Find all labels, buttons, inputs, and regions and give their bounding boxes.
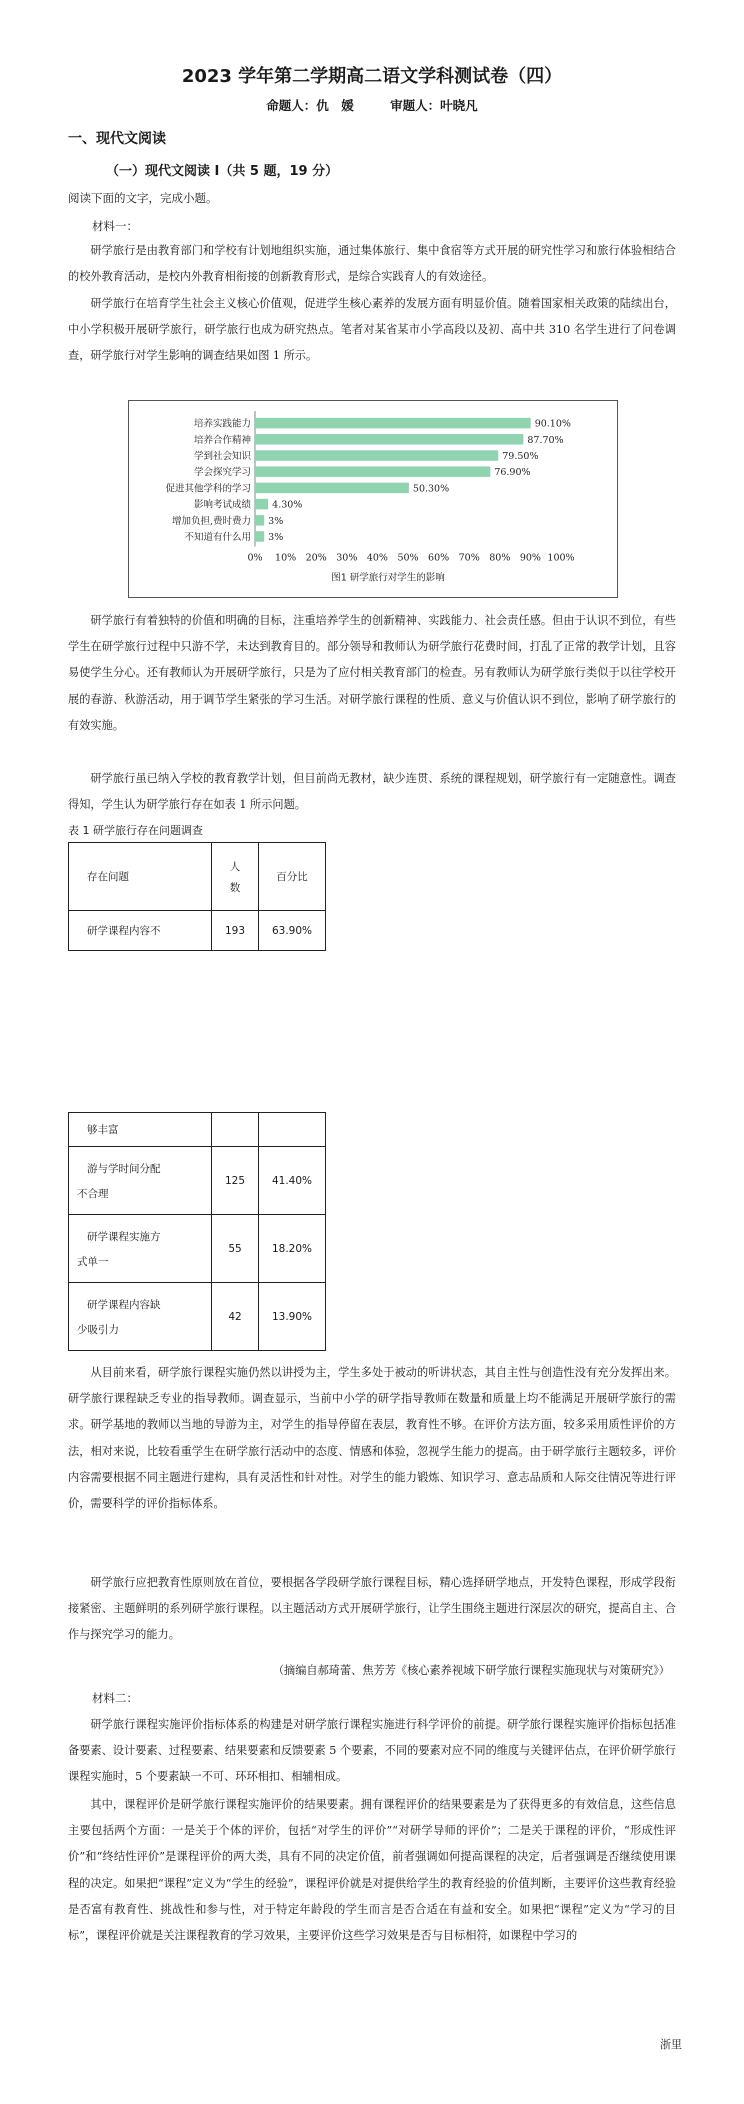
row1-percent-empty xyxy=(259,1113,326,1147)
table-row xyxy=(69,911,326,951)
x-tick-label: 90% xyxy=(519,552,541,564)
material1-para6: 研学旅行应把教育性原则放在首位，要根据各学段研学旅行课程目标，精心选择研学地点，开发特色课程，形成学段衔接紧密、主题鲜明的系列研学旅行课程。以主题活动方式开展研学旅行，让学生围绕主题进行深层次的研究，提高自主、合作与探究学习的能力。 xyxy=(68,1576,676,1642)
row2-count: 125 xyxy=(212,1147,259,1215)
data-label: 4.30% xyxy=(272,499,303,511)
x-tick-label: 10% xyxy=(275,552,297,564)
table-row xyxy=(69,1147,326,1215)
bar xyxy=(255,466,490,477)
bar xyxy=(255,499,268,510)
row3-issue-line1: 研学课程实施方 xyxy=(87,1230,161,1243)
row4-issue-line1: 研学课程内容缺 xyxy=(87,1298,161,1311)
material2-para2: 其中，课程评价是研学旅行课程实施评价的结果要素。拥有课程评价的结果要素是为了获得更多的有效信息，这些信息主要包括两个方面：一是关于个体的评价，包括“对学生的评价”“对研学导师的评价”；二是关于课程的评价，“形成性评价”和“终结性评价”是课程评价的两大类，具有不同的决定价值，前者强调如何提高课程的决定，后者强调是否继续使用课程的决定。如果把“课程”定义为“学生的经验”，课程评价就是对提供给学生的教育经验的价值判断，主要评价这些教育经验是否富有教育性、挑战性和参与性，对于特定年龄段的学生而言是否合适在有益和安全。如果把“课程”定义为“学习的目标”，课程评价就是关注课程教育的学习效果，主要评价这些学习效果是否与目标相符，如课程中学习的 xyxy=(68,1798,676,1943)
x-tick-label: 0% xyxy=(247,552,263,564)
category-label: 培养实践能力 xyxy=(193,418,251,430)
header-percent: 百分比 xyxy=(259,843,326,911)
row3-issue xyxy=(69,1215,212,1283)
data-label: 3% xyxy=(268,532,284,543)
header-count-line1: 人 xyxy=(229,860,241,873)
category-label: 学到社会知识 xyxy=(193,451,251,462)
table-row xyxy=(69,1113,326,1147)
section-heading: 一、现代文阅读 xyxy=(68,131,166,147)
material1-label: 材料一： xyxy=(92,219,138,233)
bar xyxy=(255,450,498,461)
row3-count: 55 xyxy=(212,1215,259,1283)
material1-para1: 研学旅行是由教育部门和学校有计划地组织实施，通过集体旅行、集中食宿等方式开展的研究性学习和旅行体验相结合的校外教育活动，是校内外教育相衔接的创新教育形式，是综合实践育人的有效途径。 xyxy=(68,244,676,284)
row2-issue-line2: 不合理 xyxy=(77,1187,109,1200)
row3-issue-line2: 式单一 xyxy=(77,1255,109,1268)
x-tick-label: 100% xyxy=(547,552,575,564)
material1-para4: 研学旅行虽已纳入学校的教育教学计划，但目前尚无教材，缺少连贯、系统的课程规划，研学旅行有一定随意性。调查得知，学生认为研学旅行存在如表 1 所示问题。 xyxy=(68,772,676,812)
subsection-heading: （一）现代文阅读 I（共 5 题，19 分） xyxy=(106,164,339,179)
setter-label: 命题人：仇 媛 xyxy=(266,98,354,113)
row4-count: 42 xyxy=(212,1283,259,1351)
row2-issue-line1: 游与学时间分配 xyxy=(87,1162,161,1175)
data-label: 50.30% xyxy=(412,483,450,495)
figure1-chart xyxy=(128,400,618,598)
row1-percent: 63.90% xyxy=(259,911,326,951)
x-tick-label: 80% xyxy=(489,552,511,564)
row4-percent: 13.90% xyxy=(259,1283,326,1351)
material2-para1: 研学旅行课程实施评价指标体系的构建是对研学旅行课程实施进行科学评价的前提。研学旅行课程实施评价指标包括准备要素、设计要素、过程要素、结果要素和反馈要素 5 个要素，不同的要素对应不同的维度与关键评估点，在评价研学旅行课程实施时，5 个要素缺一不可、环环相扣、相辅相成。 xyxy=(68,1718,676,1784)
x-tick-label: 60% xyxy=(428,552,450,564)
row2-issue xyxy=(69,1147,212,1215)
category-label: 不知道有什么用 xyxy=(184,532,251,543)
header-count-line2: 数 xyxy=(229,881,241,894)
data-label: 76.90% xyxy=(494,467,531,479)
material1-para5: 从目前来看，研学旅行课程实施仍然以讲授为主，学生多处于被动的听讲状态，其自主性与创造性没有充分发挥出来。研学旅行课程缺乏专业的指导教师。调查显示，当前中小学的研学指导教师在数量和质量上均不能满足开展研学旅行的需求。研学基地的教师以当地的导游为主，对学生的指导停留在表层，教育性不够。在评价方法方面，较多采用质性评价的方法，相对来说，比较看重学生在研学旅行活动中的态度、情感和体验，忽视学生能力的提高。由于研学旅行主题较多，评价内容需要根据不同主题进行建构，具有灵活性和针对性。对学生的能力锻炼、知识学习、意志品质和人际交往情况等进行评价，需要科学的评价指标体系。 xyxy=(68,1366,676,1511)
bar xyxy=(255,418,531,429)
footer-region: 浙里 xyxy=(660,2038,682,2051)
row1-issue-cont: 够丰富 xyxy=(69,1113,212,1147)
bar xyxy=(255,483,409,494)
bar xyxy=(255,531,264,542)
category-label: 促进其他学科的学习 xyxy=(165,483,251,495)
x-tick-label: 30% xyxy=(336,552,358,564)
table-row xyxy=(69,1215,326,1283)
table1-part1 xyxy=(68,842,326,951)
category-label: 增加负担,费时费力 xyxy=(171,515,251,527)
material1-para2: 研学旅行在培育学生社会主义核心价值观，促进学生核心素养的发展方面有明显价值。随着国家相关政策的陆续出台，中小学积极开展研学旅行，研学旅行也成为研究热点。笔者对某省某市小学高段以及初、高中共 310 名学生进行了问卷调查，研学旅行对学生影响的调查结果如图 1 所示。 xyxy=(68,297,676,363)
data-label: 87.70% xyxy=(527,434,564,446)
chart-title: 图1 研学旅行对学生的影响 xyxy=(331,572,445,584)
x-tick-label: 50% xyxy=(397,552,419,564)
bar xyxy=(255,434,523,445)
header-issue: 存在问题 xyxy=(69,843,212,911)
exam-title: 2023 学年第二学期高二语文学科测试卷（四） xyxy=(181,66,563,87)
exam-authors xyxy=(0,96,744,114)
bar-chart-svg xyxy=(129,401,619,599)
row1-issue: 研学课程内容不 xyxy=(69,911,212,951)
reviewer-label: 审题人：叶晓凡 xyxy=(390,98,478,113)
table-row xyxy=(69,1283,326,1351)
category-label: 学会探究学习 xyxy=(193,467,251,479)
instruction-text: 阅读下面的文字，完成小题。 xyxy=(68,191,218,205)
header-count xyxy=(212,843,259,911)
material1-para3: 研学旅行有着独特的价值和明确的目标，注重培养学生的创新精神、实践能力、社会责任感。但由于认识不到位，有些学生在研学旅行过程中只游不学，未达到教育目的。部分领导和教师认为研学旅行花费时间，打乱了正常的教学计划，且容易使学生分心。还有教师认为开展研学旅行，只是为了应付相关教育部门的检查。另有教师认为研学旅行类似于以往学校开展的春游、秋游活动，用于调节学生紧张的学习生活。对研学旅行课程的性质、意义与价值认识不到位，影响了研学旅行的有效实施。 xyxy=(68,614,676,732)
row4-issue xyxy=(69,1283,212,1351)
table-header-row xyxy=(69,843,326,911)
x-tick-label: 70% xyxy=(458,552,480,564)
row4-issue-line2: 少吸引力 xyxy=(77,1323,119,1336)
category-label: 培养合作精神 xyxy=(193,434,251,446)
table1-part2 xyxy=(68,1112,326,1351)
material2-label: 材料二： xyxy=(92,1691,138,1705)
row3-percent: 18.20% xyxy=(259,1215,326,1283)
x-tick-label: 20% xyxy=(305,552,327,564)
row2-percent: 41.40% xyxy=(259,1147,326,1215)
bar xyxy=(255,515,264,526)
row1-count: 193 xyxy=(212,911,259,951)
table1-caption: 表 1 研学旅行存在问题调查 xyxy=(68,824,203,837)
row1-count-empty xyxy=(212,1113,259,1147)
x-tick-label: 40% xyxy=(366,552,388,564)
data-label: 79.50% xyxy=(502,451,539,462)
category-label: 影响考试成绩 xyxy=(193,499,251,511)
material1-source: （摘编自郝琦蕾、焦芳芳《核心素养视域下研学旅行课程实施现状与对策研究》） xyxy=(272,1664,670,1677)
data-label: 3% xyxy=(268,515,284,527)
data-label: 90.10% xyxy=(534,418,571,430)
